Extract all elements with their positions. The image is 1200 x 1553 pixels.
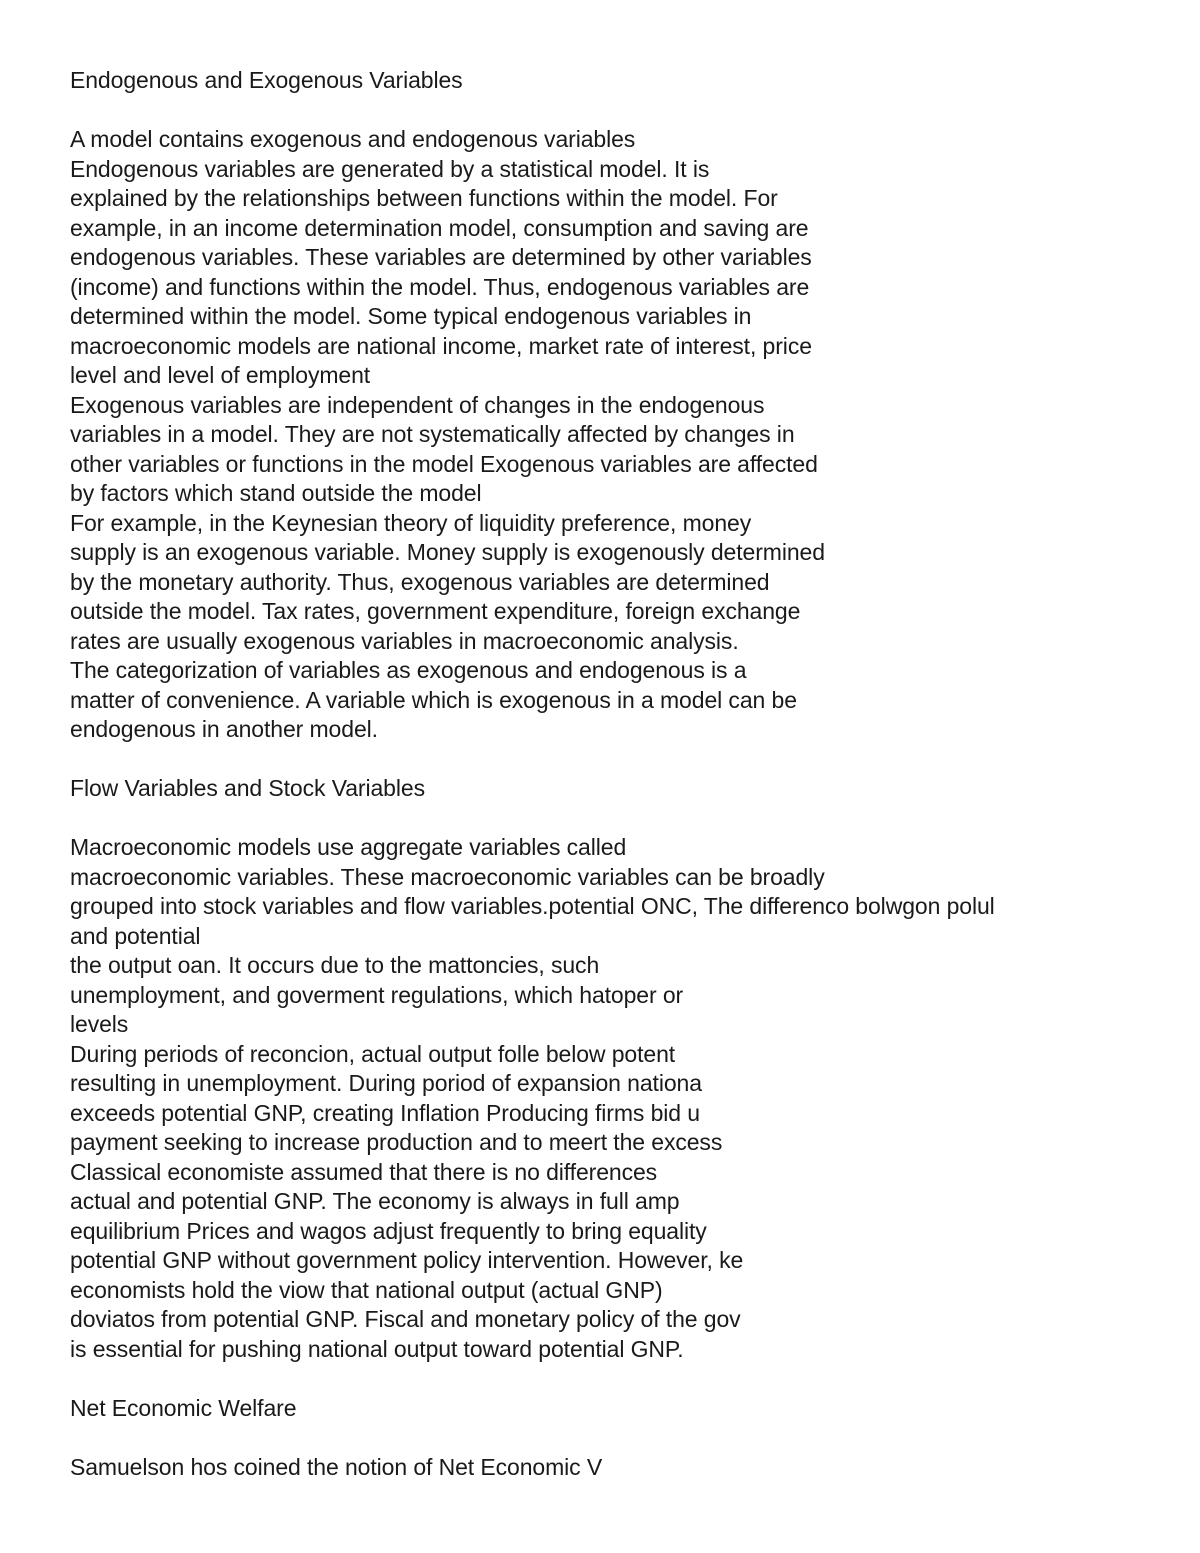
text-line: Exogenous variables are independent of changes in the endogenous xyxy=(70,391,765,418)
text-line: outside the model. Tax rates, government expenditure, foreign exchange xyxy=(70,598,801,624)
section-body xyxy=(70,1453,1170,1483)
text-line: The categorization of variables as exogenous and endogenous is a xyxy=(70,657,747,683)
text-line: explained by the relationships between functions within the model. For xyxy=(70,185,778,211)
text-line: variables in a model. They are not systematically affected by changes in xyxy=(70,421,795,447)
text-line: is essential for pushing national output toward potential GNP. xyxy=(70,1335,684,1362)
text-line: other variables or functions in the model Exogenous variables are affected xyxy=(70,450,818,477)
spacer xyxy=(70,1423,1170,1453)
text-line: by factors which stand outside the model xyxy=(70,480,482,506)
section-body xyxy=(70,125,1170,745)
text-line: example, in an income determination model, consumption and saving are xyxy=(70,214,809,241)
text-line: equilibrium Prices and wagos adjust frequently to bring equality xyxy=(70,1217,707,1244)
text-line: rates are usually exogenous variables in macroeconomic analysis. xyxy=(70,627,739,654)
text-line: actual and potential GNP. The economy is always in full amp xyxy=(70,1188,680,1214)
document-page xyxy=(70,66,1170,1482)
spacer xyxy=(70,1364,1170,1394)
text-line: (income) and functions within the model. Thus, endogenous variables are xyxy=(70,273,810,300)
text-line: endogenous in another model. xyxy=(70,716,378,742)
text-line: exceeds potential GNP, creating Inflation Producing firms bid u xyxy=(70,1099,700,1126)
text-line: Samuelson hos coined the notion of Net Economic V xyxy=(70,1453,603,1480)
text-line: During periods of reconcion, actual output folle below potent xyxy=(70,1040,676,1067)
text-line: macroeconomic variables. These macroeconomic variables can be broadly xyxy=(70,863,825,890)
text-line: determined within the model. Some typical endogenous variables in xyxy=(70,303,752,329)
text-line: economists hold the viow that national output (actual GNP) xyxy=(70,1276,663,1303)
section-heading: Net Economic Welfare xyxy=(70,1394,297,1421)
text-line: resulting in unemployment. During poriod of expansion nationa xyxy=(70,1070,702,1096)
spacer xyxy=(70,96,1170,126)
text-line: Classical economiste assumed that there is no differences xyxy=(70,1158,658,1185)
text-line: potential GNP without government policy intervention. However, ke xyxy=(70,1247,744,1273)
text-line: Macroeconomic models use aggregate variables called xyxy=(70,834,627,860)
text-line: unemployment, and goverment regulations, which hatoper or xyxy=(70,981,684,1008)
text-line: and potential xyxy=(70,922,201,949)
text-line: grouped into stock variables and flow variables.potential ONC, The differenco bolwgon polul xyxy=(70,893,995,919)
text-line: For example, in the Keynesian theory of liquidity preference, money xyxy=(70,509,752,536)
text-line: doviatos from potential GNP. Fiscal and monetary policy of the gov xyxy=(70,1306,741,1332)
text-line: by the monetary authority. Thus, exogenous variables are determined xyxy=(70,568,770,595)
section-heading: Flow Variables and Stock Variables xyxy=(70,775,425,801)
text-line: the output oan. It occurs due to the mattoncies, such xyxy=(70,952,600,978)
text-line: payment seeking to increase production and to meert the excess xyxy=(70,1129,723,1155)
text-line: levels xyxy=(70,1011,129,1037)
text-line: A model contains exogenous and endogenous variables xyxy=(70,126,636,152)
text-line: matter of convenience. A variable which is exogenous in a model can be xyxy=(70,686,797,713)
text-line: macroeconomic models are national income, market rate of interest, price xyxy=(70,332,812,359)
section-body xyxy=(70,833,1170,1364)
text-line: endogenous variables. These variables are determined by other variables xyxy=(70,244,812,270)
text-line: supply is an exogenous variable. Money supply is exogenously determined xyxy=(70,539,825,565)
spacer xyxy=(70,745,1170,775)
text-line: Endogenous variables are generated by a statistical model. It is xyxy=(70,155,710,182)
section-heading: Endogenous and Exogenous Variables xyxy=(70,67,463,93)
text-line: level and level of employment xyxy=(70,362,371,388)
spacer xyxy=(70,804,1170,834)
